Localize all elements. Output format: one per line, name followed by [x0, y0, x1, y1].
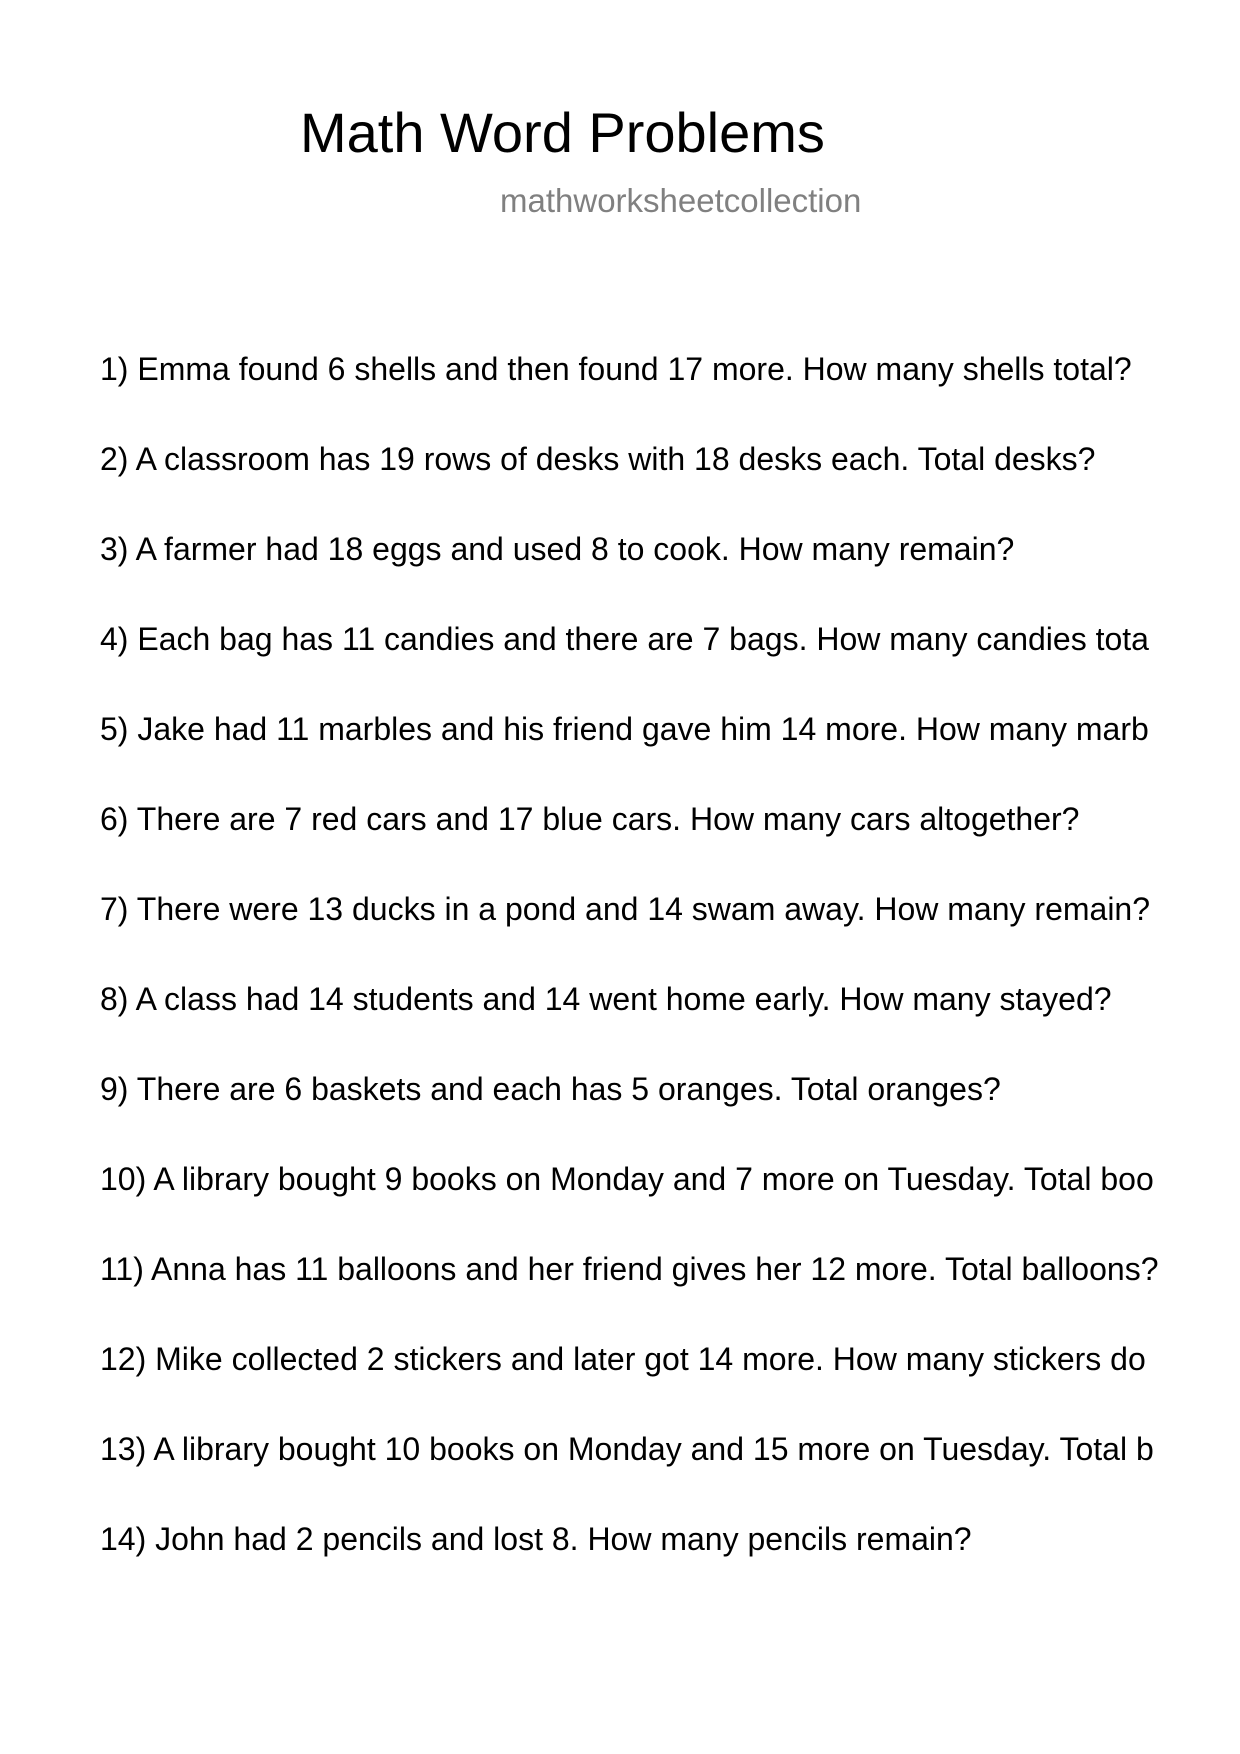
subtitle: mathworksheetcollection	[500, 182, 862, 219]
problem-item: 6) There are 7 red cars and 17 blue cars. How many cars altogether?	[100, 801, 1080, 837]
problem-item: 9) There are 6 baskets and each has 5 oranges. Total oranges?	[100, 1071, 1001, 1107]
problem-item: 2) A classroom has 19 rows of desks with 18 desks each. Total desks?	[100, 441, 1096, 477]
problem-item: 11) Anna has 11 balloons and her friend gives her 12 more. Total balloons?	[100, 1251, 1159, 1287]
problem-item: 7) There were 13 ducks in a pond and 14 swam away. How many remain?	[100, 891, 1151, 927]
problem-item: 4) Each bag has 11 candies and there are 7 bags. How many candies tota	[100, 621, 1149, 657]
problem-item: 14) John had 2 pencils and lost 8. How many pencils remain?	[100, 1521, 972, 1557]
problem-item: 8) A class had 14 students and 14 went home early. How many stayed?	[100, 981, 1112, 1017]
page-title: Math Word Problems	[300, 101, 825, 164]
problem-item: 5) Jake had 11 marbles and his friend gave him 14 more. How many marb	[100, 711, 1149, 747]
problem-item: 1) Emma found 6 shells and then found 17 more. How many shells total?	[100, 351, 1132, 387]
problem-item: 12) Mike collected 2 stickers and later got 14 more. How many stickers do	[100, 1341, 1146, 1377]
problem-list	[100, 347, 1240, 1607]
problem-item: 3) A farmer had 18 eggs and used 8 to cook. How many remain?	[100, 531, 1015, 567]
problem-item: 10) A library bought 9 books on Monday and 7 more on Tuesday. Total boo	[100, 1161, 1154, 1197]
problem-item: 13) A library bought 10 books on Monday and 15 more on Tuesday. Total b	[100, 1431, 1154, 1467]
